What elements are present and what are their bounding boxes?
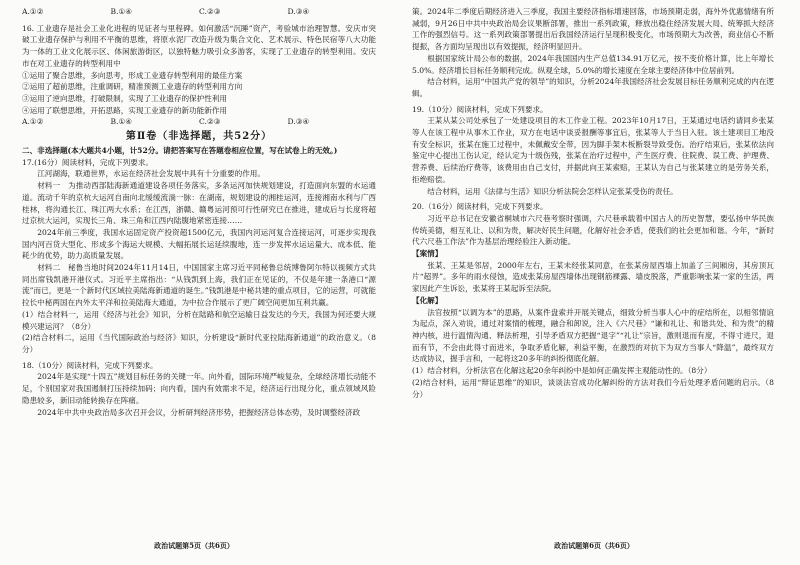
q17-material-1: 材料一 为推动西部陆海新通道建设各项任务落实，多条运河加快规划建设，打造面向东盟的水运通道。流动千年的京杭大运河自南向北缓缓流淌一脉：在湖南，规划建设的湘桂运河，连接湘南水利与广西桂林，将沟通长江、珠江两大水系；在江西，浙赣、赣粤运河预可行性研究已在推进，建成后与长度将超过京杭大运河，实现长三角、珠三角和江西内陆腹地紧密连接…… [22,181,376,226]
resolve-label: 【化解】 [412,295,443,305]
q15-option-a: A.①② [22,7,44,16]
q16-stem: 16. 工业遗存是社会工业化进程的见证者与里程碑。如何激活“沉睡”资产，考验城市治理智慧。安庆市突破工业遗存保护与利用不平衡的思维，将原水泥厂改造升级为集合文化、艺术展示、特色民宿等八大功能为一体的工业文化展示区、体闲旅游街区，以独特魅力吸引众多游客，实现了工业遗存的转型利用。安庆市在对工业遗存的转型利用中 [22,23,376,68]
q18-task: 结合材料，运用“中国共产党的领导”的知识，分析2024年我国经济社会发展目标任务顺利完成的内在逻辑。 [412,77,774,98]
q17-subquestion-1: (1）结合材料一，运用《经济与社会》知识，分析在陆路和航空运输日益发达的今天，我国为何还要大规模兴建运河？（8分） [22,309,376,331]
right-page [400,0,788,565]
q18-paragraph-1: 2024年是实现“十四五”规划目标任务的关键一年。向外看，国际环境严峻复杂，全球经济增长动能不足，个别国家对我国遏制打压持续加码；向内看，国内有效需求不足，经济运行出现分化，重点领域风险隐患较多，新旧动能转换存在阵痛。 [22,372,376,405]
page-footer-5: 政治试题第5页（共6页） [154,541,234,550]
q19-heading: 19.（10分）阅读材料，完成下列要求。 [412,104,548,114]
q16-option-b: B.①④ [110,117,133,127]
q15-options [22,6,376,18]
q20-subquestion-1: (1）结合材料，分析法官在化解这起20余年纠纷中是如何正确发挥主观能动性的。（8分） [412,366,712,376]
q16-item-3: ③运用了逆向思维，打破限制，实现了工业遗存的保护性利用 [22,93,228,103]
q18-paragraph-3: 根据国家统计局公布的数据，2024年我国国内生产总值134.91万亿元，按不变价格计算，比上年增长5.0%。经济增长目标任务顺利完成。纵观全球，5.0%的增长速度在全球主要经济体中位居前列。 [412,53,774,75]
q19-paragraph: 王某从某公司处承包了一处建设项目的木工作业工程。2023年10月17日，王某通过电话约请同乡张某等人在该工程中从事木工作业，双方在电话中谈妥报酬等事宜后，张某等人于当日入驻。该土建项目工地没有安全标识，张某在施工过程中，未佩戴安全带，因为脚手架木板断裂导致受伤。治疗结束后，张某依法向鉴定中心提出工伤认定，经认定为十级伤残，张某在治疗过程中，产生医疗费、住院费、误工费、护理费、营养费、后续治疗费等，该费用由自己支付，并据此向王某索赔，王某认为自己与张某建立的是劳务关系，拒绝赔偿。 [412,116,774,184]
q16-option-a: A.①② [22,117,44,127]
section-instructions: 二、非选择题(本大题共4小题，计52分。请把答案写在答题卷相应位置，写在试卷上的无效。) [22,146,338,156]
q17-material-2: 材料二 秘鲁当地时间2024年11月14日，中国国家主席习近平同秘鲁总统博鲁阿尔特以视频方式共同出席钱凯港开港仪式。习近平主席指出：“从钱凯到上海，我们正在见证的，不仅是年建一条港口“源流”而已，更是一个新时代区域拉美陆海新通道的诞生。”钱凯港是中秘共建的重点项目，它的运营，可就能拉长中秘两国在内外太平洋和拉美陆海大通道，为中拉合作展示了更广阔空间更加互利共赢。 [22,263,376,308]
q16-option-d: D.③④ [287,117,310,127]
q16-item-2: ②运用了超前思维，注重调研，精准预测工业遗存的转型利用方向 [22,82,243,92]
q16-options [22,116,376,128]
q17-subquestion-2: (2)结合材料二，运用《当代国际政治与经济》知识，分析建设“新时代亚拉陆海新通道”的政治意义。（8分） [22,333,376,354]
left-page [0,0,388,565]
q18-paragraph-2: 2024年中共中央政治局多次召开会议，分析研判经济形势，把握经济总体态势，及时调整经济政 [37,407,361,417]
q20-resolution: 法官按照“以调为本”的思路，从案件盘索并开展关键点，细致分析当事人心中的症结所在，以相邻情谊为起点，深入劝说，通过对案情的梳理，融合和卸说，注入《六尺巷》“谦和礼让、和谐共处、和为贵”的精神内核，进行温情沟通、释法析理，引导矛盾双方把握“退字”“礼让”宗旨，激则退而有度，不得寸进尺，退而有节，不会由此得寸而进米，争取矛盾化解，利益平衡，在激烈的对抗下为双方当事人“降温”，最终双方达成协议，握手言和，一起将这20多年的纠纷彻底化解。 [412,307,774,364]
q20-case: 张某、王某是邻居，2000年左右，王某未经张某同意，在张某房屋西墙上加盖了三间厢房，其房顶瓦片“超界”。多年的雨水侵蚀，造成张某房屋西墙体出现钢筋裸露、墙皮脱落，严重影响张某一家的生活，两家因此产生诉讼，张某将王某起诉至法院。 [412,260,774,294]
q20-heading: 20.（16分）阅读材料，完成下列要求。 [412,202,548,212]
q16-option-c: C.②③ [199,117,221,127]
q15-option-b: B.①④ [110,7,133,16]
q17-heading: 17.(16分）阅读材料，完成下列要求。 [22,157,154,167]
q16-item-4: ④运用了联想思维，开拓思路，实现工业遗存的新功能新作用 [22,105,228,115]
q20-subquestion-2: (2)结合材料，运用“辩证思维”的知识，谈谈法官成功化解纠纷的方法对我们今后处理矛盾问题的启示。（8分） [412,377,774,399]
q18-heading: 18.（10分）阅读材料，完成下列要求。 [22,360,158,370]
q20-intro: 习近平总书记在安徽省桐城市六尺巷考察时强调，六尺巷承载着中国古人的历史智慧，要弘扬中华民族传统美德，相互礼让、以和为贵，解决好民生问题，化解好社会矛盾，使我们的社会更加和谐。今年，“新时代六尺巷工作法”作为基层治理经验注入新动能。 [412,213,774,247]
section-title: 第Ⅱ卷（非选择题，共52分） [125,131,273,143]
q16-item-1: ①运用了聚合思维，多向思考，形成工业遗存转型利用的最佳方案 [22,70,243,80]
page-footer-6: 政治试题第6页（共6页） [554,541,634,550]
q18-continued: 策。2024年二季度后期经济进入三季度，我国主要经济指标增速回落，市场预期走弱，海外外优惠情绪有所减弱，9月26日中共中央政治局会议果断部署，推出一系列政策，释放出稳住经济发展大局、统筹抓大经济工作的强烈信号。这一系列政策部署提出后我国经济运行呈现积极变化，市场预期大为改善，商业信心不断提振，各方面均呈现出以有效提振，经济明显回升。 [412,7,774,52]
q15-option-d: D.③④ [287,7,310,16]
case-label: 【案情】 [412,249,443,259]
q17-material-1-cont: 2024年前三季度，我国水运固定资产投资超1500亿元，我国内河运河复合连接运河，可逐步实现我国内河百货大型化、形成多个海运大规模、大幅拓展长运延续腹地，连一步发挥水运运量大、成本低、能耗少的优势，助力高质量发展。 [22,227,376,261]
q15-option-c: C.②③ [199,7,221,16]
q17-intro: 江河湖海，联通世界，水运在经济社会发展中具有十分重要的作用。 [37,169,265,179]
q19-task: 结合材料，运用《法律与生活》知识分析法院会怎样认定张某受伤的责任。 [427,186,678,196]
